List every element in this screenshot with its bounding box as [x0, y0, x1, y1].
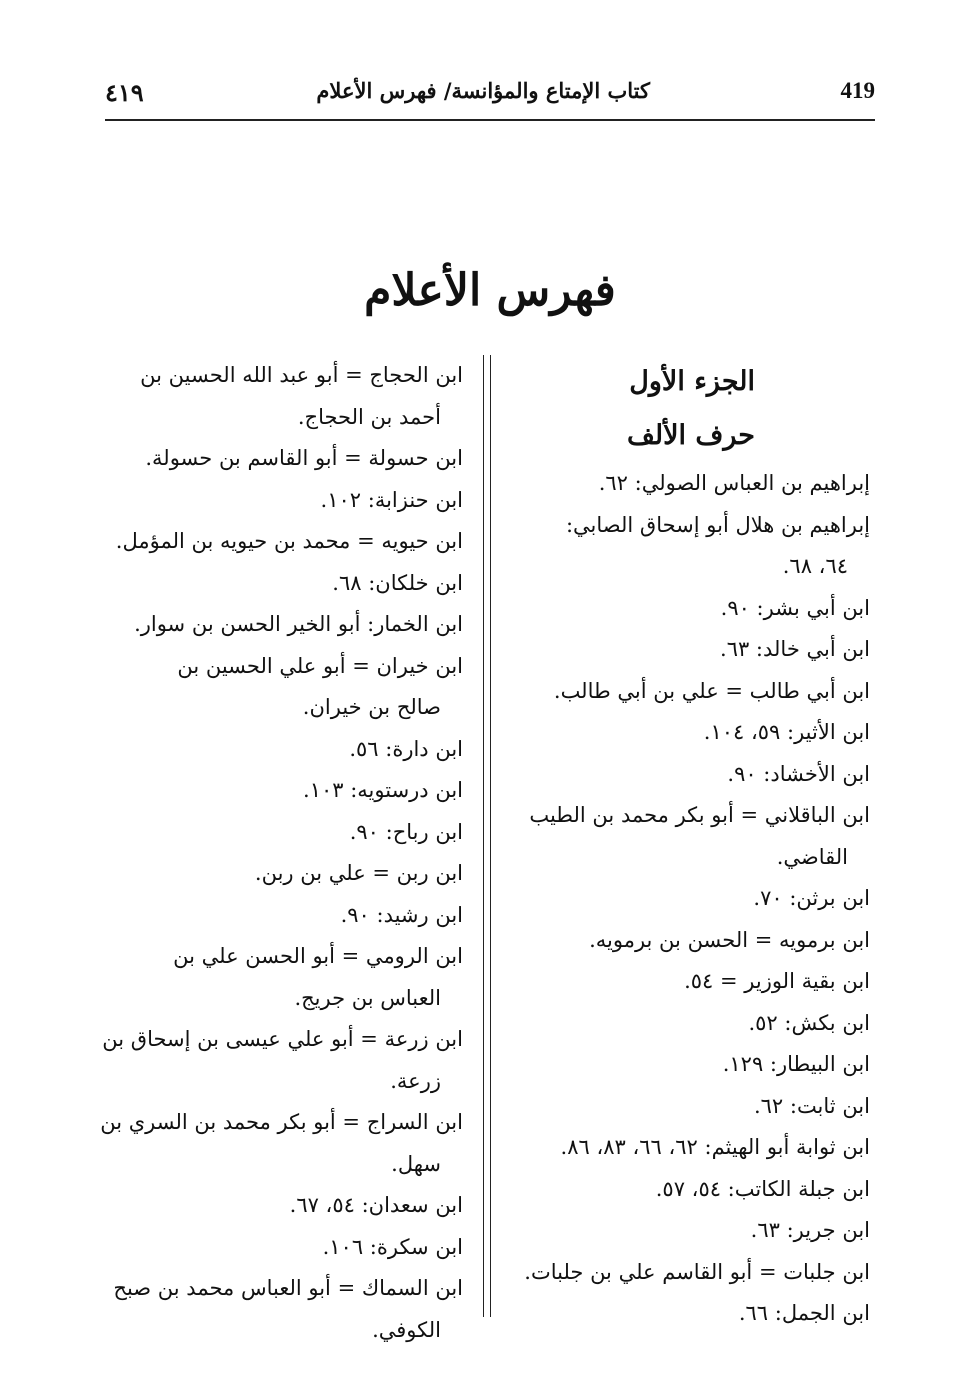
- column-divider: [490, 355, 491, 1317]
- part-heading: الجزء الأول: [629, 366, 755, 397]
- index-entry: ابن أبي خالد: ٦٣.: [720, 637, 870, 661]
- index-entry-continuation: الكوفي.: [372, 1317, 441, 1342]
- column-divider: [483, 355, 484, 1317]
- index-entry: ابن خيران = أبو علي الحسين بن: [177, 653, 463, 678]
- index-entry-continuation: أحمد بن الحجاج.: [297, 404, 441, 429]
- index-entry: ابن برمويه = الحسن بن برمويه.: [589, 927, 870, 952]
- index-entry-continuation: العباس بن جريج.: [294, 985, 441, 1010]
- page-header: [105, 78, 875, 118]
- left-column: [98, 355, 463, 1351]
- header-rule: [105, 119, 875, 121]
- index-entry: ابن الرومي = أبو الحسن علي بن: [173, 944, 463, 968]
- index-entry: ابن حسولة = أبو القاسم بن حسولة.: [145, 446, 463, 470]
- index-entry: ابن الحجاج = أبو عبد الله الحسين بن: [140, 363, 463, 387]
- index-entry: ابن جبلة الكاتب: ٥٤، ٥٧.: [655, 1176, 870, 1201]
- index-entry: ابن الأخشاد: ٩٠.: [727, 761, 870, 786]
- left-entries: [98, 355, 463, 1351]
- index-entry: ابن بقية الوزير = ٥٤.: [684, 969, 870, 993]
- index-entry: ابن برثن: ٧٠.: [753, 886, 870, 910]
- index-entry: ابن ربن = علي بن ربن.: [254, 861, 463, 885]
- index-entry: ابن البيطار: ١٢٩.: [722, 1052, 870, 1076]
- index-entry: ابن السراج = أبو بكر محمد بن السري بن: [100, 1110, 463, 1134]
- index-entry: ابن السماك = أبو العباس محمد بن صبح: [113, 1276, 463, 1300]
- running-title: كتاب الإمتاع والمؤانسة/ فهرس الأعلام: [316, 78, 650, 103]
- index-entry: ابن الباقلاني = أبو بكر محمد بن الطيب: [529, 803, 870, 827]
- index-entry: ابن سكرة: ١٠٦.: [322, 1234, 463, 1259]
- index-entry: ابن أبي بشر: ٩٠.: [720, 595, 870, 620]
- letter-heading: حرف الألف: [626, 420, 755, 451]
- index-entry: ابن الأثير: ٥٩، ١٠٤.: [703, 720, 870, 744]
- right-column: [505, 355, 870, 1335]
- index-entry-continuation: سهل.: [391, 1151, 441, 1176]
- index-title: فهرس الأعلام: [364, 265, 616, 316]
- page-number-arabic: ٤١٩: [105, 78, 144, 107]
- index-entry: ابن سعدان: ٥٤، ٦٧.: [289, 1193, 463, 1217]
- index-entry: ابن رشيد: ٩٠.: [340, 902, 463, 927]
- index-entry: ابن بكش: ٥٢.: [748, 1010, 870, 1035]
- index-entry: ابن زرعة = أبو علي عيسى بن إسحاق بن: [102, 1027, 463, 1051]
- index-entry: ابن ثوابة أبو الهيثم: ٦٢، ٦٦، ٨٣، ٨٦.: [560, 1135, 870, 1159]
- index-entry: ابن أبي طالب = علي بن أبي طالب.: [553, 678, 870, 703]
- index-entry: ابن الجمل: ٦٦.: [738, 1301, 870, 1325]
- index-entry: ابن حيويه = محمد بن حيويه بن المؤمل.: [115, 529, 463, 553]
- index-entry: ابن رباح: ٩٠.: [349, 819, 463, 844]
- index-entry-continuation: زرعة.: [390, 1068, 441, 1093]
- index-entry: إبراهيم بن هلال أبو إسحاق الصابي:: [565, 512, 870, 537]
- index-entry: ابن جرير: ٦٣.: [750, 1218, 870, 1242]
- index-entry: ابن الخمار: أبو الخير الحسن بن سوار.: [134, 612, 463, 636]
- index-entry-continuation: القاضي.: [776, 844, 848, 869]
- index-entry: ابن درستويه: ١٠٣.: [303, 778, 463, 802]
- index-entry: ابن ثابت: ٦٢.: [753, 1093, 870, 1118]
- index-entry: إبراهيم بن العباس الصولي: ٦٢.: [598, 471, 870, 495]
- index-entry: ابن خلكان: ٦٨.: [332, 570, 463, 595]
- index-entry-continuation: صالح بن خيران.: [302, 695, 441, 719]
- index-entry: ابن جلبات = أبو القاسم علي بن جلبات.: [524, 1259, 870, 1284]
- index-entry: ابن حنزابة: ١٠٢.: [320, 487, 463, 512]
- right-entries: [505, 463, 870, 1335]
- page-number-latin: 419: [840, 78, 875, 103]
- index-entry-continuation: ٦٤، ٦٨.: [782, 554, 848, 578]
- index-entry: ابن دارة: ٥٦.: [349, 736, 463, 761]
